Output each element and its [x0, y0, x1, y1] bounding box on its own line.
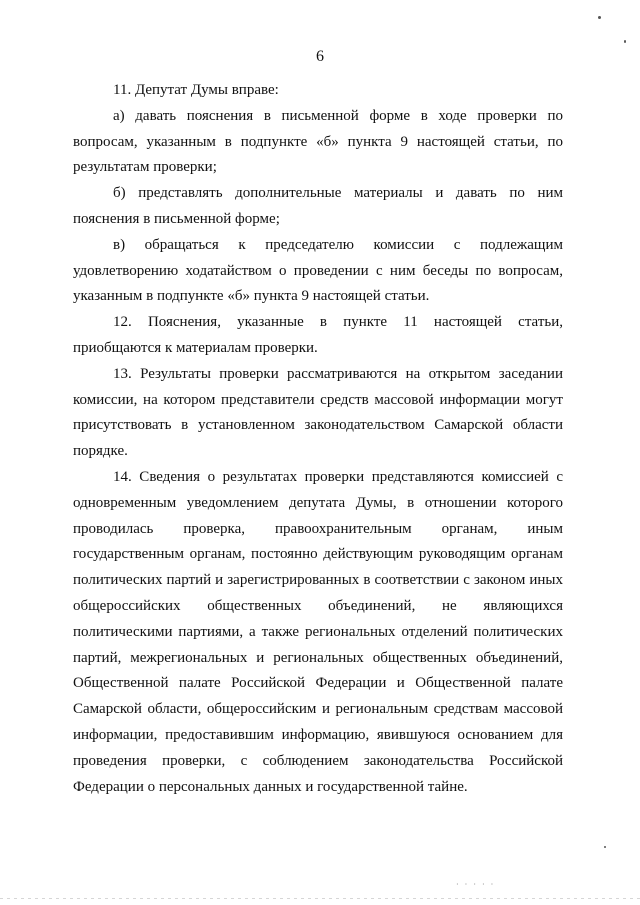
- paragraph-11a: а) давать пояснения в письменной форме в ходе проверки по вопросам, указанным в подпункте «б» пункта 9 настоящей статьи, по результатам проверки;: [73, 107, 563, 176]
- scan-speck: [598, 16, 601, 19]
- scan-speck: [624, 40, 626, 43]
- paragraph-11v: в) обращаться к председателю комиссии с подлежащим удовлетворению ходатайством о проведении с ним беседы по вопросам, указанным в подпункте «б» пункта 9 настоящей статьи.: [73, 236, 563, 305]
- document-body: [73, 78, 563, 800]
- scan-edge-line: [0, 898, 640, 899]
- paragraph-11b: б) представлять дополнительные материалы и давать по ним пояснения в письменной форме;: [73, 185, 563, 227]
- paragraph-12: 12. Пояснения, указанные в пункте 11 настоящей статьи, приобщаются к материалам проверки.: [73, 314, 563, 356]
- scan-speck: [604, 846, 606, 848]
- paragraph-11: 11. Депутат Думы вправе:: [113, 82, 279, 98]
- paragraph-14: 14. Сведения о результатах проверки представляются комиссией с одновременным уведомлением депутата Думы, в отношении которого проводилась проверка, правоохранительным органам, иным государственным органам, постоянно действующим руководящим органам политических партий и зарегистрированных в соответствии с законом иных общероссийских общественных объединений, не являющихся политическими партиями, а также региональных отделений политических партий, межрегиональных и региональных общественных объединений, Общественной палате Российской Федерации и Общественной палате Самарской области, общероссийским и региональным средствам массовой информации, предоставившим информацию, явившуюся основанием для проведения проверки, с соблюдением законодательства Российской Федерации о персональных данных и государственной тайне.: [73, 468, 563, 795]
- paragraph-13: 13. Результаты проверки рассматриваются на открытом заседании комиссии, на котором представители средств массовой информации могут присутствовать в установленном законодательством Самарской области порядке.: [73, 365, 563, 460]
- page-number: 6: [316, 48, 324, 65]
- scan-dots: · · · · ·: [456, 880, 496, 889]
